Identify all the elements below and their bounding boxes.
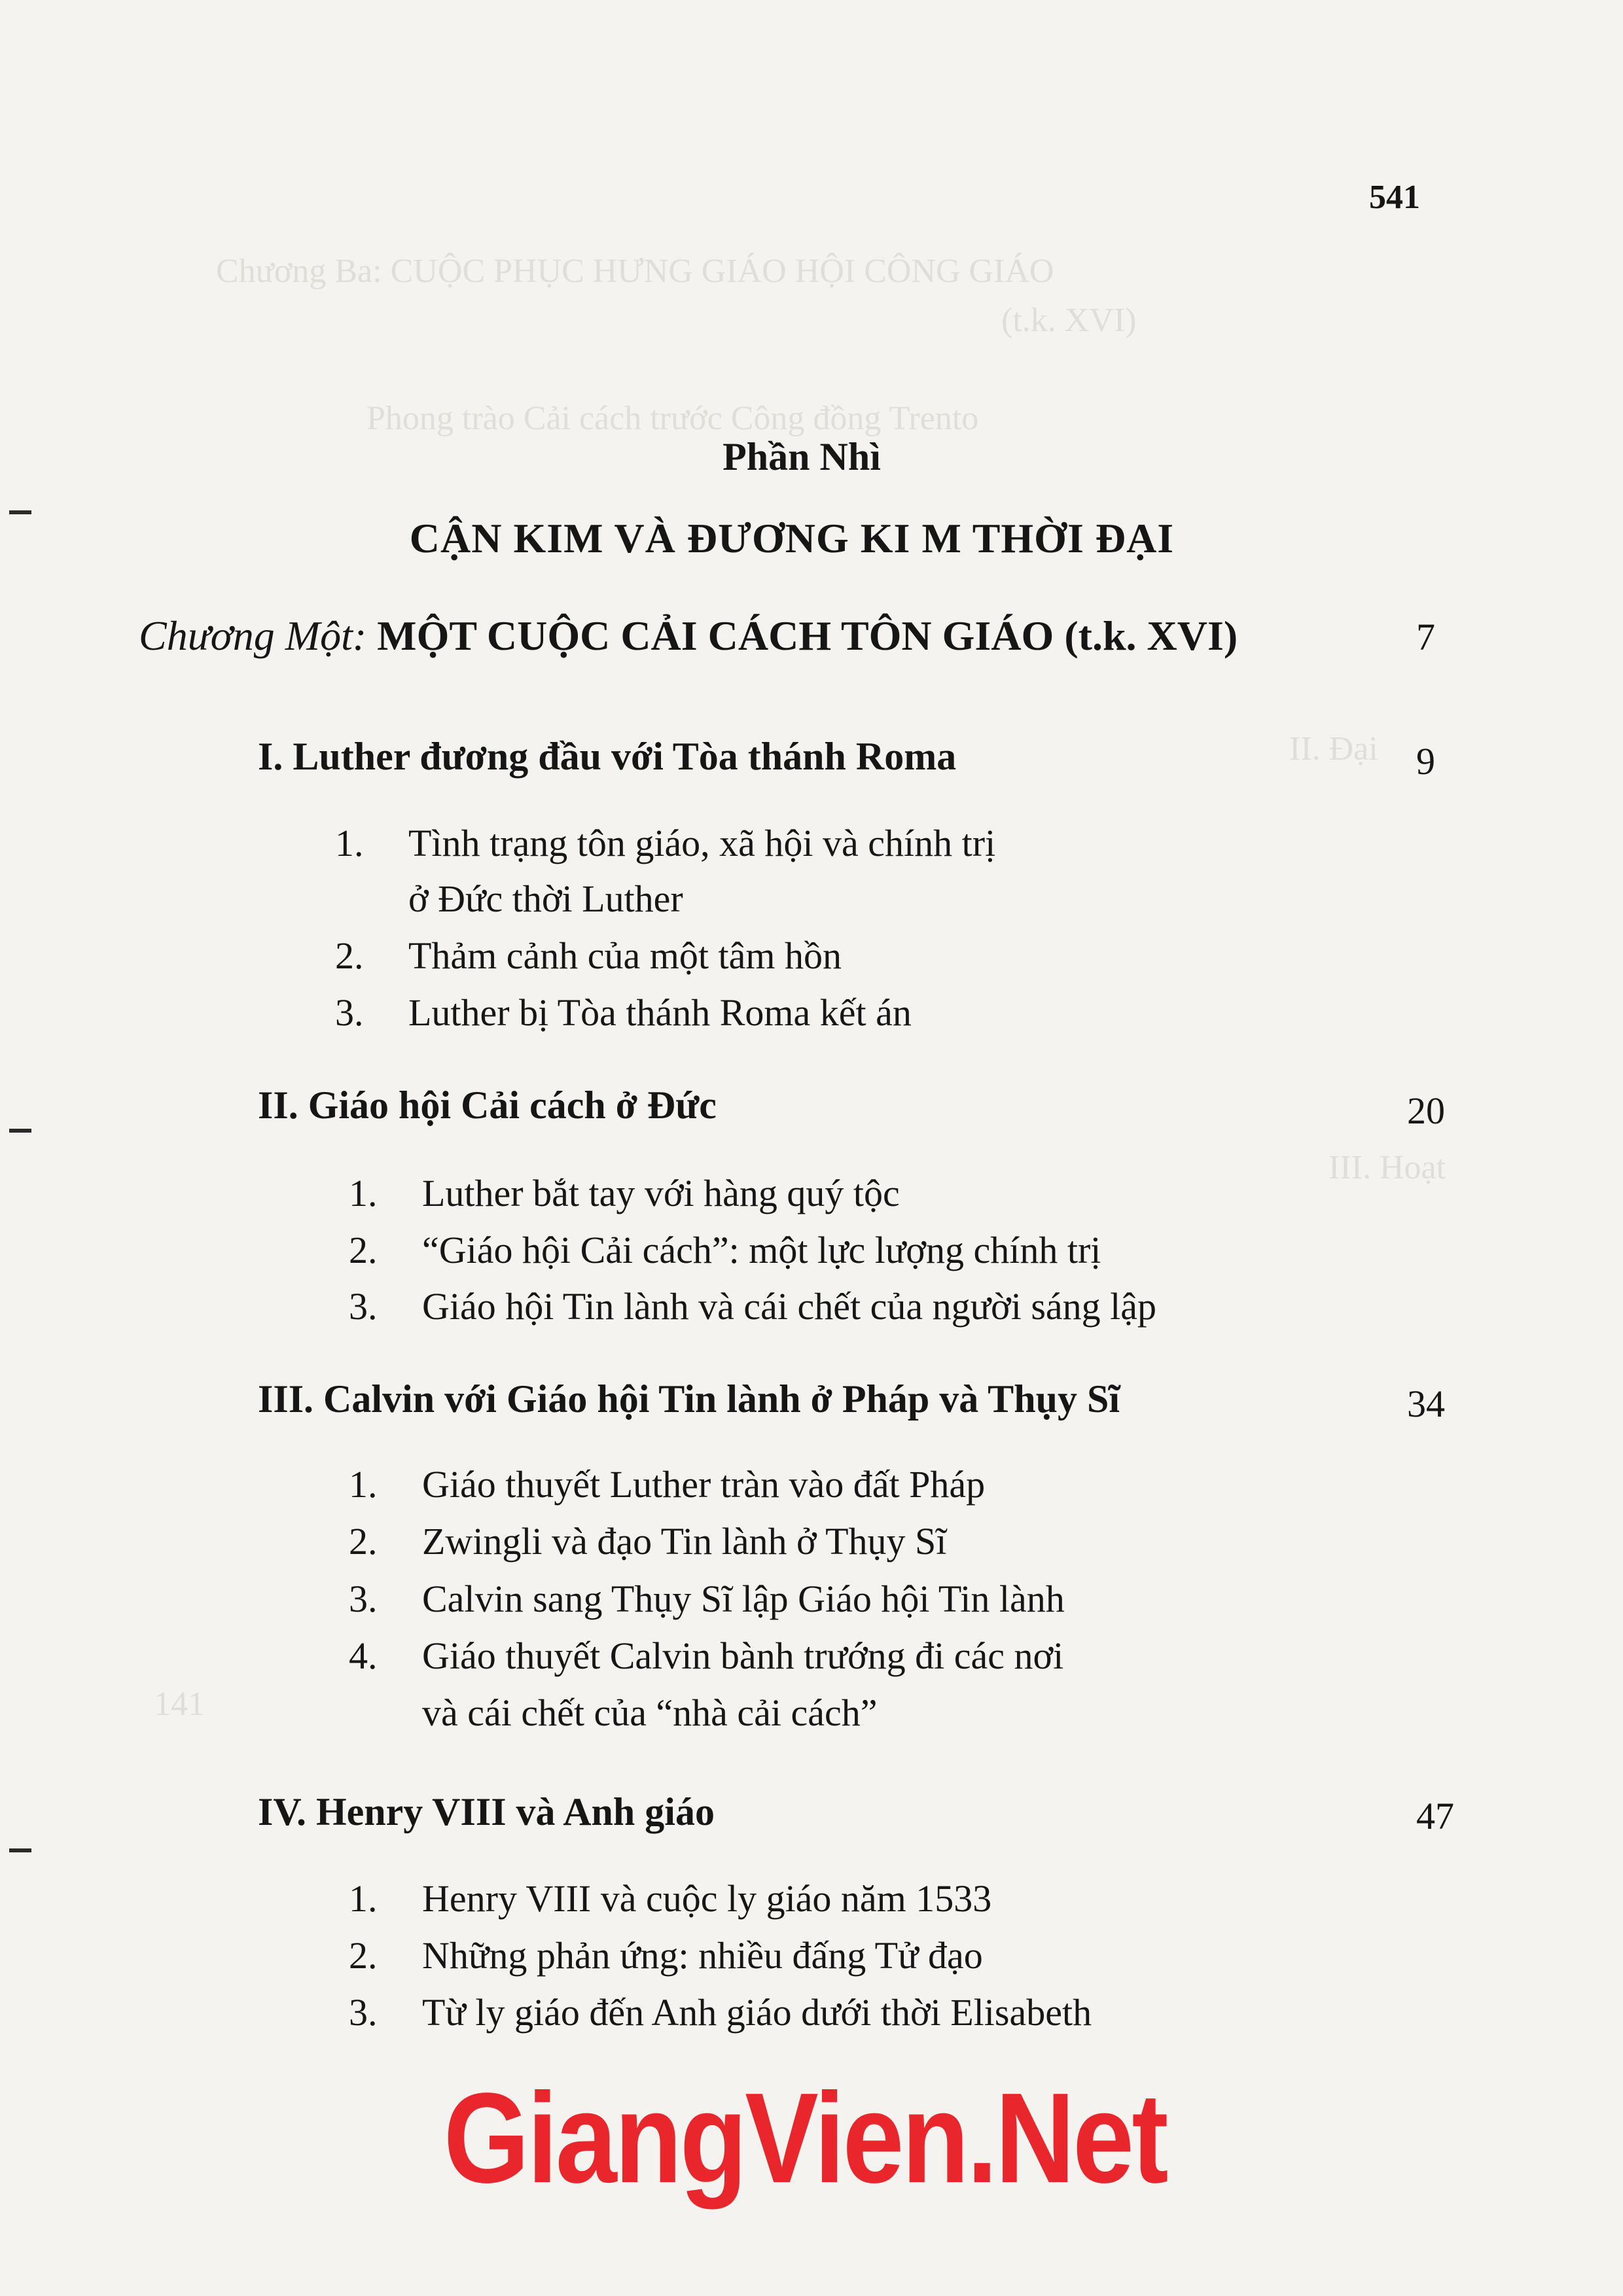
bleed-through-text: 141	[154, 1686, 205, 1723]
bleed-through-text: (t.k. XVI)	[1001, 302, 1137, 339]
toc-item	[335, 821, 995, 865]
section-page-2: 20	[1407, 1089, 1445, 1132]
item-number: 1.	[335, 822, 364, 864]
item-number: 3.	[349, 1578, 378, 1620]
item-text: Những phản ứng: nhiều đấng Tử đạo	[422, 1934, 983, 1977]
scan-edge-mark	[9, 1848, 31, 1852]
item-text: Luther bắt tay với hàng quý tộc	[422, 1172, 900, 1214]
item-text: Calvin sang Thụy Sĩ lập Giáo hội Tin lành	[422, 1578, 1065, 1620]
chapter-label: Chương Một:	[139, 612, 367, 659]
toc-item	[335, 991, 912, 1034]
bleed-through-text: III. Hoạt	[1329, 1149, 1446, 1186]
item-text: Từ ly giáo đến Anh giáo dưới thời Elisabeth	[422, 1991, 1092, 2034]
item-text: Giáo hội Tin lành và cái chết của người sáng lập	[422, 1285, 1156, 1328]
section-page-3: 34	[1407, 1383, 1445, 1425]
item-number: 1.	[349, 1877, 378, 1920]
section-heading-3: III. Calvin với Giáo hội Tin lành ở Pháp và Thụy Sĩ	[258, 1377, 1120, 1421]
item-number: 1.	[349, 1172, 378, 1214]
section-heading-4: IV. Henry VIII và Anh giáo	[258, 1790, 715, 1833]
toc-item	[349, 1462, 985, 1506]
item-number: 2.	[349, 1229, 378, 1271]
item-text: Luther bị Tòa thánh Roma kết án	[408, 991, 912, 1034]
toc-item	[349, 1877, 991, 1920]
watermark-logo: GiangVien.Net	[443, 2066, 1167, 2210]
section-heading-2: II. Giáo hội Cải cách ở Đức	[258, 1084, 717, 1127]
page-number: 541	[1369, 179, 1420, 216]
item-text: Henry VIII và cuộc ly giáo năm 1533	[422, 1877, 992, 1920]
toc-item-continuation: ở Đức thời Luther	[408, 877, 683, 920]
toc-item	[349, 1171, 900, 1215]
item-text: Tình trạng tôn giáo, xã hội và chính trị	[408, 822, 996, 864]
item-number: 3.	[335, 991, 364, 1034]
toc-item	[349, 1577, 1065, 1621]
item-number: 1.	[349, 1463, 378, 1506]
scan-edge-mark	[9, 1129, 31, 1133]
item-number: 3.	[349, 1991, 378, 2034]
item-number: 4.	[349, 1634, 378, 1677]
part-title: Phần Nhì	[722, 435, 881, 478]
toc-item	[349, 1284, 1156, 1328]
item-number: 2.	[349, 1520, 378, 1563]
toc-item	[349, 1519, 946, 1563]
item-number: 3.	[349, 1285, 378, 1328]
section-page-4: 47	[1416, 1795, 1454, 1837]
section-heading-1: I. Luther đương đầu với Tòa thánh Roma	[258, 735, 957, 778]
bleed-through-text: Chương Ba: CUỘC PHỤC HƯNG GIÁO HỘI CÔNG GIÁO	[216, 253, 1054, 290]
toc-item	[349, 1228, 1101, 1272]
era-title: CẬN KIM VÀ ĐƯƠNG KI M THỜI ĐẠI	[409, 515, 1175, 561]
item-number: 2.	[335, 934, 364, 977]
item-number: 2.	[349, 1934, 378, 1977]
bleed-through-text: Phong trào Cải cách trước Công đồng Trento	[366, 400, 979, 437]
chapter-heading	[139, 612, 1238, 660]
toc-item	[349, 1990, 1092, 2034]
chapter-title: MỘT CUỘC CẢI CÁCH TÔN GIÁO (t.k. XVI)	[377, 612, 1238, 659]
item-text: Zwingli và đạo Tin lành ở Thụy Sĩ	[422, 1520, 947, 1563]
toc-item	[335, 934, 842, 978]
item-text: “Giáo hội Cải cách”: một lực lượng chính trị	[422, 1229, 1101, 1271]
chapter-page-number: 7	[1416, 616, 1435, 658]
toc-item	[349, 1634, 1063, 1678]
toc-item-continuation: và cái chết của “nhà cải cách”	[422, 1691, 878, 1734]
item-text: Thảm cảnh của một tâm hồn	[408, 934, 842, 977]
toc-item	[349, 1934, 983, 1977]
section-page-1: 9	[1416, 740, 1435, 783]
item-text: Giáo thuyết Luther tràn vào đất Pháp	[422, 1463, 986, 1506]
item-text: Giáo thuyết Calvin bành trướng đi các nơi	[422, 1634, 1064, 1677]
bleed-through-text: II. Đại	[1289, 730, 1378, 768]
